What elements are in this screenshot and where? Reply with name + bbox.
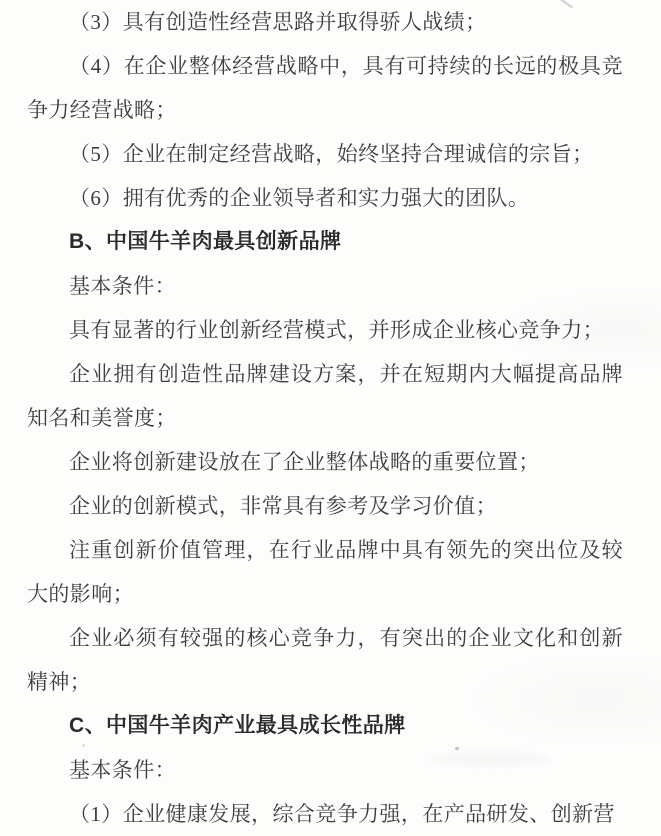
document-body: [27, 0, 623, 836]
document-paragraph: 企业将创新建设放在了企业整体战略的重要位置；: [69, 450, 540, 474]
document-paragraph: 基本条件：: [69, 758, 176, 782]
document-paragraph: 注重创新价值管理，在行业品牌中具有领先的突出位及较大的影响；: [27, 538, 623, 606]
document-paragraph: （5）企业在制定经营战略，始终坚持合理诚信的宗旨；: [69, 142, 594, 166]
document-paragraph: 企业必须有较强的核心竞争力，有突出的企业文化和创新精神；: [27, 626, 623, 694]
document-paragraph: 企业拥有创造性品牌建设方案，并在短期内大幅提高品牌知名和美誉度；: [27, 362, 623, 430]
document-paragraph: （3）具有创造性经营思路并取得骄人战绩；: [69, 10, 487, 34]
section-heading: C、中国牛羊肉产业最具成长性品牌: [69, 714, 406, 737]
section-heading: B、中国牛羊肉最具创新品牌: [69, 230, 342, 253]
document-paragraph: 具有显著的行业创新经营模式，并形成企业核心竞争力；: [69, 318, 604, 342]
document-paragraph: （4）在企业整体经营战略中，具有可持续的长远的极具竞争力经营战略；: [27, 54, 623, 122]
document-paragraph: 企业的创新模式，非常具有参考及学习价值；: [69, 494, 497, 518]
document-paragraph: （1）企业健康发展，综合竞争力强，在产品研发、创新营: [69, 802, 615, 826]
document-paragraph: （6）拥有优秀的企业领导者和实力强大的团队。: [69, 186, 530, 210]
document-paragraph: 基本条件：: [69, 274, 176, 298]
